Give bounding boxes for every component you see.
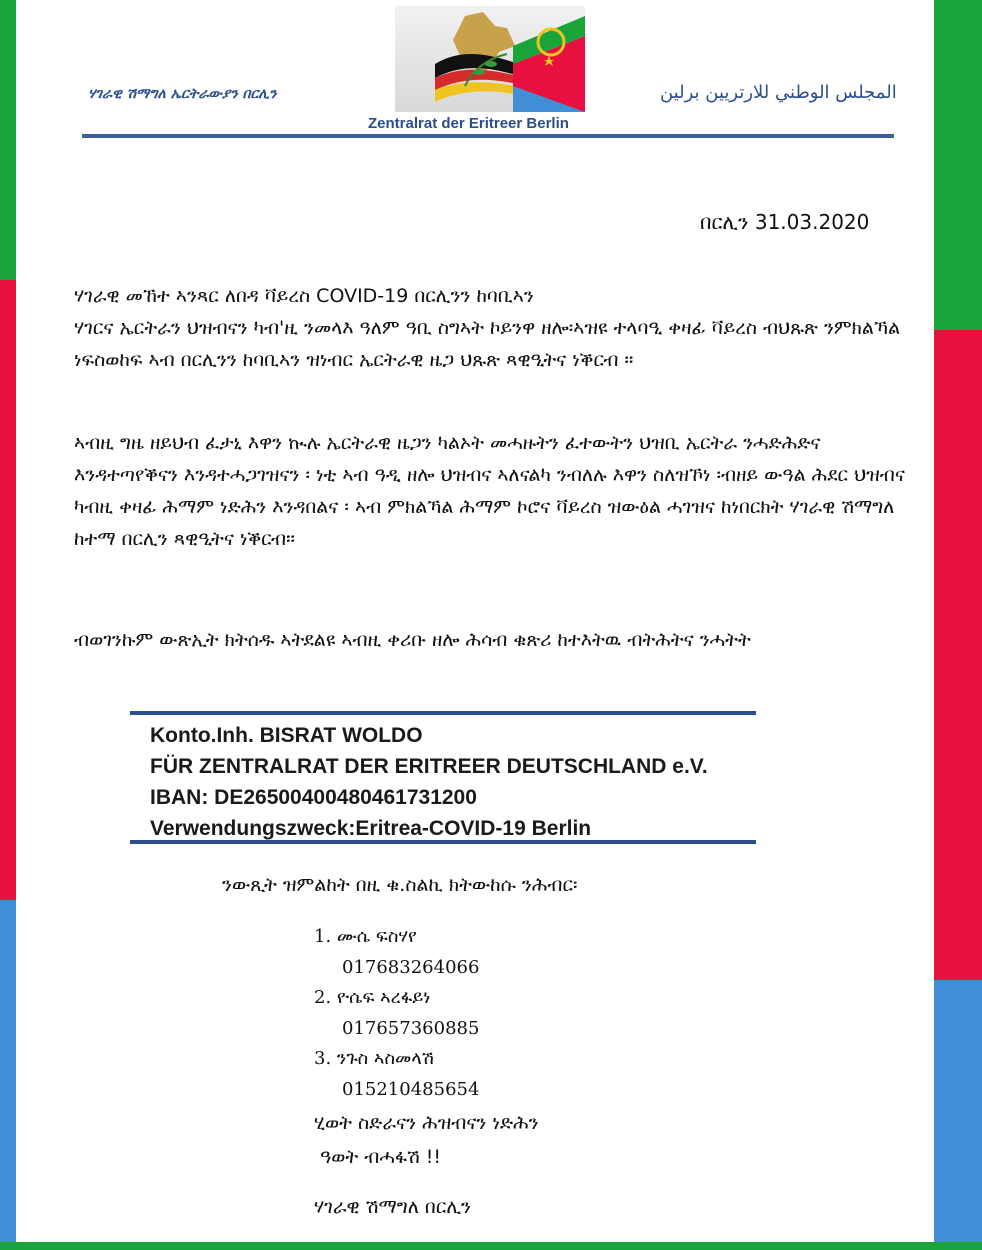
payment-purpose: Verwendungszweck:Eritrea-COVID-19 Berlin [150, 817, 592, 840]
paragraph-3: ብወገንኩም ውጽኢት ክትሰዱ ኣትደልዩ ኣብዚ ቀሪቡ ዘሎ ሕሳብ ቁጽሪ ከተእትዉ ብትሕትና ንሓትት [74, 629, 751, 651]
frame-bottom-strip [0, 1242, 982, 1250]
paragraph-1: ሃገራዊ መኸተ ኣንጻር ለበዳ ቫይረስ COVID-19 በርሊንን ከባቢኣን ሃገርና ኤርትራን ህዝብናን ካብ'ዚ ንመላእ ዓለም ዓቢ ስግኣት ኮይንዋ ዘሎ፡ኣዝዩ ተላባዒ ቀዛፊ ቫይረስ ብህጹጽ ንምክልኻል ነፍስወከፍ ኣብ በርሊንን ከባቢኣን ዝነብር ኤርትራዊ ዜጋ ህጹጽ ጻዊዒትና ነቕርብ ። [74, 285, 901, 371]
council-logo [395, 6, 585, 112]
iban: IBAN: DE26500400480461731200 [150, 786, 477, 809]
contact-list [314, 922, 479, 1105]
date-line: በርሊን 31.03.2020 [700, 210, 870, 234]
bank-box-top-line [130, 711, 756, 715]
frame-left-blue [0, 900, 16, 1250]
closing-slogan [314, 1106, 539, 1174]
frame-right-red [934, 330, 982, 980]
account-holder: Konto.Inh. BISRAT WOLDO [150, 724, 423, 747]
contact-item: 3. ንጉስ ኣስመላሽ [314, 1048, 434, 1069]
contact-phone: 017683264066 [342, 956, 480, 978]
bank-details [150, 720, 708, 844]
header-divider [82, 134, 894, 138]
account-for: FÜR ZENTRALRAT DER ERITREER DEUTSCHLAND e.V. [150, 755, 708, 778]
header-right-title: المجلس الوطني للارتريين برلين [660, 82, 897, 103]
contact-item: 1. ሙሴ ፍስሃየ [314, 926, 417, 947]
contact-name: ዮሴፍ ኣረፋይነ [336, 987, 431, 1008]
frame-left-green [0, 0, 16, 280]
contact-item: 2. ዮሴፍ ኣረፋይነ [314, 987, 431, 1008]
closing-line: ዓወት ብሓፋሽ !! [314, 1146, 442, 1168]
contact-intro: ንውጺት ዝምልከት በዚ ቁ.ስልኪ ክትውከሱ ንሕብር፡ [222, 874, 578, 896]
contact-phone: 015210485654 [342, 1078, 480, 1100]
contact-name: ሙሴ ፍስሃየ [336, 926, 417, 947]
paragraph-2: ኣብዚ ግዜ ዘይህብ ፈታኒ እዋን ኲሉ ኤርትራዊ ዜጋን ካልኦት መሓዙትን ፈተውትን ህዝቢ ኤርትራ ንሓድሕድና እንዳተጣየቕናን እንዳተሓጋገዝናን ፡ ነቲ ኣብ ዓዲ ዘሎ ህዝብና ኣለናልካ ንብለሉ እዋን ስለዝኾነ ፡ብዘይ ውዓል ሕደር ህዝብና ካብዚ ቀዛፊ ሕማም ነድሕን እንዳበልና ፡ ኣብ ምክልኻል ሕማም ኮሮና ቫይረስ ዝውዕል ሓገዝና ከነበርክት ሃገራዊ ሽማግለ ከተማ በርሊን ጻዊዒትና ነቕርብ። [74, 432, 905, 550]
frame-right-blue [934, 980, 982, 1250]
contact-phone: 017657360885 [342, 1017, 480, 1039]
signature: ሃገራዊ ሽማግለ በርሊን [314, 1196, 472, 1218]
bank-box-bottom-line [130, 840, 756, 844]
frame-right-green [934, 0, 982, 330]
frame-left-red [0, 280, 16, 900]
header-left-title: ሃገራዊ ሽማግለ ኤርትራውያን በርሊን [88, 86, 277, 102]
header-center-title: Zentralrat der Eritreer Berlin [368, 115, 569, 132]
closing-line: ሂወት ስድራናን ሕዝብናን ነድሕን [314, 1112, 539, 1134]
contact-name: ንጉስ ኣስመላሽ [336, 1048, 434, 1069]
